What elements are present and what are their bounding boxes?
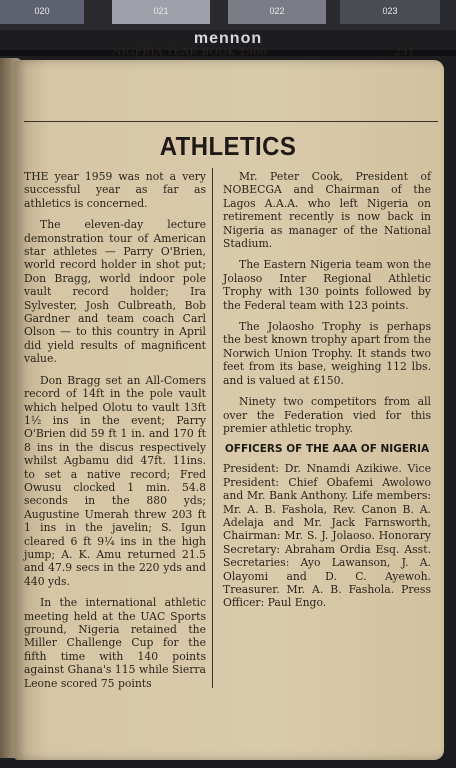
header-rule bbox=[24, 121, 438, 122]
scanner-brand-logo: mennon bbox=[193, 30, 263, 47]
paragraph: Don Bragg set an All-Comers record of 14ft in the pole vault which helped Olotu to vault 13ft 1½ ins in the event; Parry O'Brien did 59 ft 1 in. and 170 ft 8 ins in the discus respectively whilst Agbamu did 47ft. 11ins. to set a native record; Fred Owusu clocked 1 min. 54.8 seconds in the 880 yds; Augustine Umerah threw 203 ft 1 ins in the javelin; S. Igun cleared 6 ft 9¼ ins in the high jump; A. K. Amu returned 21.5 and 47.9 secs in the 220 yds and 440 yds. bbox=[24, 373, 206, 588]
color-swatch: 023 bbox=[340, 0, 440, 24]
paragraph: Mr. Peter Cook, President of NOBECGA and Chairman of the Lagos A.A.A. who left Nigeria on retirement recently is now back in Nigeria as manager of the National Stadium. bbox=[223, 170, 431, 251]
paragraph: The eleven-day lecture demonstration tour of American star athletes — Parry O'Brien, world record holder in shot put; Don Bragg, world indoor pole vault record holder; Ira Sylvester, Josh Culbreath, Bob Gardner and team coach Carl Olson — to this country in April did yield results of magnificent value. bbox=[24, 218, 206, 366]
officers-paragraph: President: Dr. Nnamdi Azikiwe. Vice President: Chief Obafemi Awolowo and Mr. Bank Anthony. Life members: Mr. A. B. Fashola, Rev. Canon B. A. Adelaja and Mr. Jack Farnsworth, Chairman: Mr. S. J. Jolaoso. Honorary Secretary: Abraham Ordia Esq. Asst. Secretaries: Ayo Lawanson, J. A. Olayomi and D. C. Ayewoh. Treasurer. Mr. A. B. Fashola. Press Officer: Paul Engo. bbox=[223, 462, 431, 610]
paragraph: In the international athletic meeting held at the UAC Sports ground, Nigeria retained the Miller Challenge Cup for the fifth time with 140 points against Ghana's 115 while Sierra Leone scored 75 points bbox=[24, 596, 206, 690]
paragraph: THE year 1959 was not a very successful year as far as athletics is concerned. bbox=[24, 170, 206, 210]
running-title: NIGFRIA YEAR BOOK 1960 bbox=[112, 46, 268, 58]
scanner-color-chart bbox=[0, 0, 456, 30]
paragraph: The Jolaosho Trophy is perhaps the best known trophy apart from the Norwich Union Trophy. It stands two feet from its base, weighing 112 lbs. and is valued at £150. bbox=[223, 320, 431, 387]
right-column bbox=[223, 170, 431, 618]
left-column bbox=[24, 170, 206, 698]
color-swatch: 020 bbox=[0, 0, 84, 24]
running-header bbox=[0, 46, 456, 60]
color-swatch: 022 bbox=[228, 0, 326, 24]
column-divider bbox=[212, 168, 213, 688]
section-heading: OFFICERS OF THE AAA OF NIGERIA bbox=[224, 443, 430, 456]
article-title: ATHLETICS bbox=[159, 131, 297, 161]
paragraph: Ninety two competitors from all over the Federation vied for this premier athletic trophy. bbox=[223, 395, 431, 435]
paragraph: The Eastern Nigeria team won the Jolaoso Inter Regional Athletic Trophy with 130 points followed by the Federal team with 123 points. bbox=[223, 258, 431, 312]
page-number: 231 bbox=[394, 46, 415, 58]
color-swatch: 021 bbox=[112, 0, 210, 24]
